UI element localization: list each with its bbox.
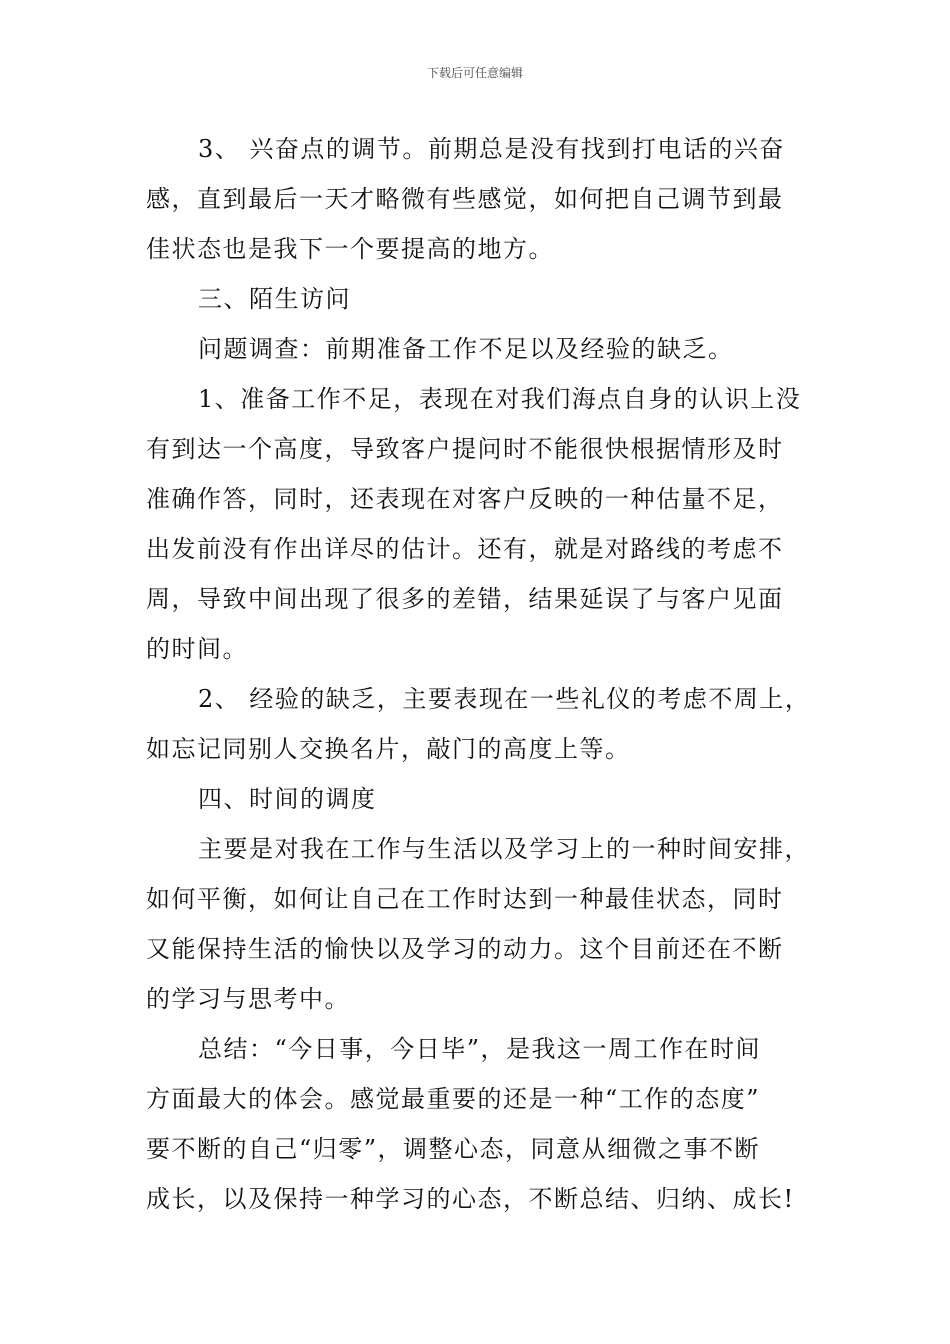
text-line: 方面最大的体会。感觉最重要的还是一种“工作的态度” <box>146 1085 761 1113</box>
section-heading: 三、陌生访问 <box>198 285 351 313</box>
text-line: 3、 兴奋点的调节。前期总是没有找到打电话的兴奋 <box>198 135 785 163</box>
text-line: 又能保持生活的愉快以及学习的动力。这个目前还在不断 <box>146 935 784 963</box>
text-line: 成长，以及保持一种学习的心态，不断总结、归纳、成长! <box>146 1185 795 1213</box>
text-line: 1、准备工作不足，表现在对我们海点自身的认识上没 <box>198 385 802 413</box>
text-line: 主要是对我在工作与生活以及学习上的一种时间安排， <box>198 835 810 863</box>
text-line: 周，导致中间出现了很多的差错，结果延误了与客户见面 <box>146 585 784 613</box>
text-line: 如忘记同别人交换名片，敲门的高度上等。 <box>146 735 631 763</box>
text-line: 问题调查：前期准备工作不足以及经验的缺乏。 <box>198 335 734 363</box>
text-line: 佳状态也是我下一个要提高的地方。 <box>146 235 554 263</box>
text-line: 要不断的自己“归零”，调整心态，同意从细微之事不断 <box>146 1135 761 1163</box>
section-heading: 四、时间的调度 <box>198 785 377 813</box>
text-line: 2、 经验的缺乏，主要表现在一些礼仪的考虑不周上， <box>198 685 811 713</box>
text-line: 有到达一个高度，导致客户提问时不能很快根据情形及时 <box>146 435 784 463</box>
text-line: 准确作答，同时，还表现在对客户反映的一种估量不足， <box>146 485 784 513</box>
text-line: 感，直到最后一天才略微有些感觉，如何把自己调节到最 <box>146 185 784 213</box>
text-line: 的学习与思考中。 <box>146 985 350 1013</box>
text-line: 出发前没有作出详尽的估计。还有，就是对路线的考虑不 <box>146 535 784 563</box>
text-line: 的时间。 <box>146 635 248 663</box>
text-line: 如何平衡，如何让自己在工作时达到一种最佳状态，同时 <box>146 885 784 913</box>
page-header: 下载后可任意编辑 <box>426 66 523 80</box>
text-line: 总结：“今日事，今日毕”，是我这一周工作在时间 <box>198 1035 762 1063</box>
